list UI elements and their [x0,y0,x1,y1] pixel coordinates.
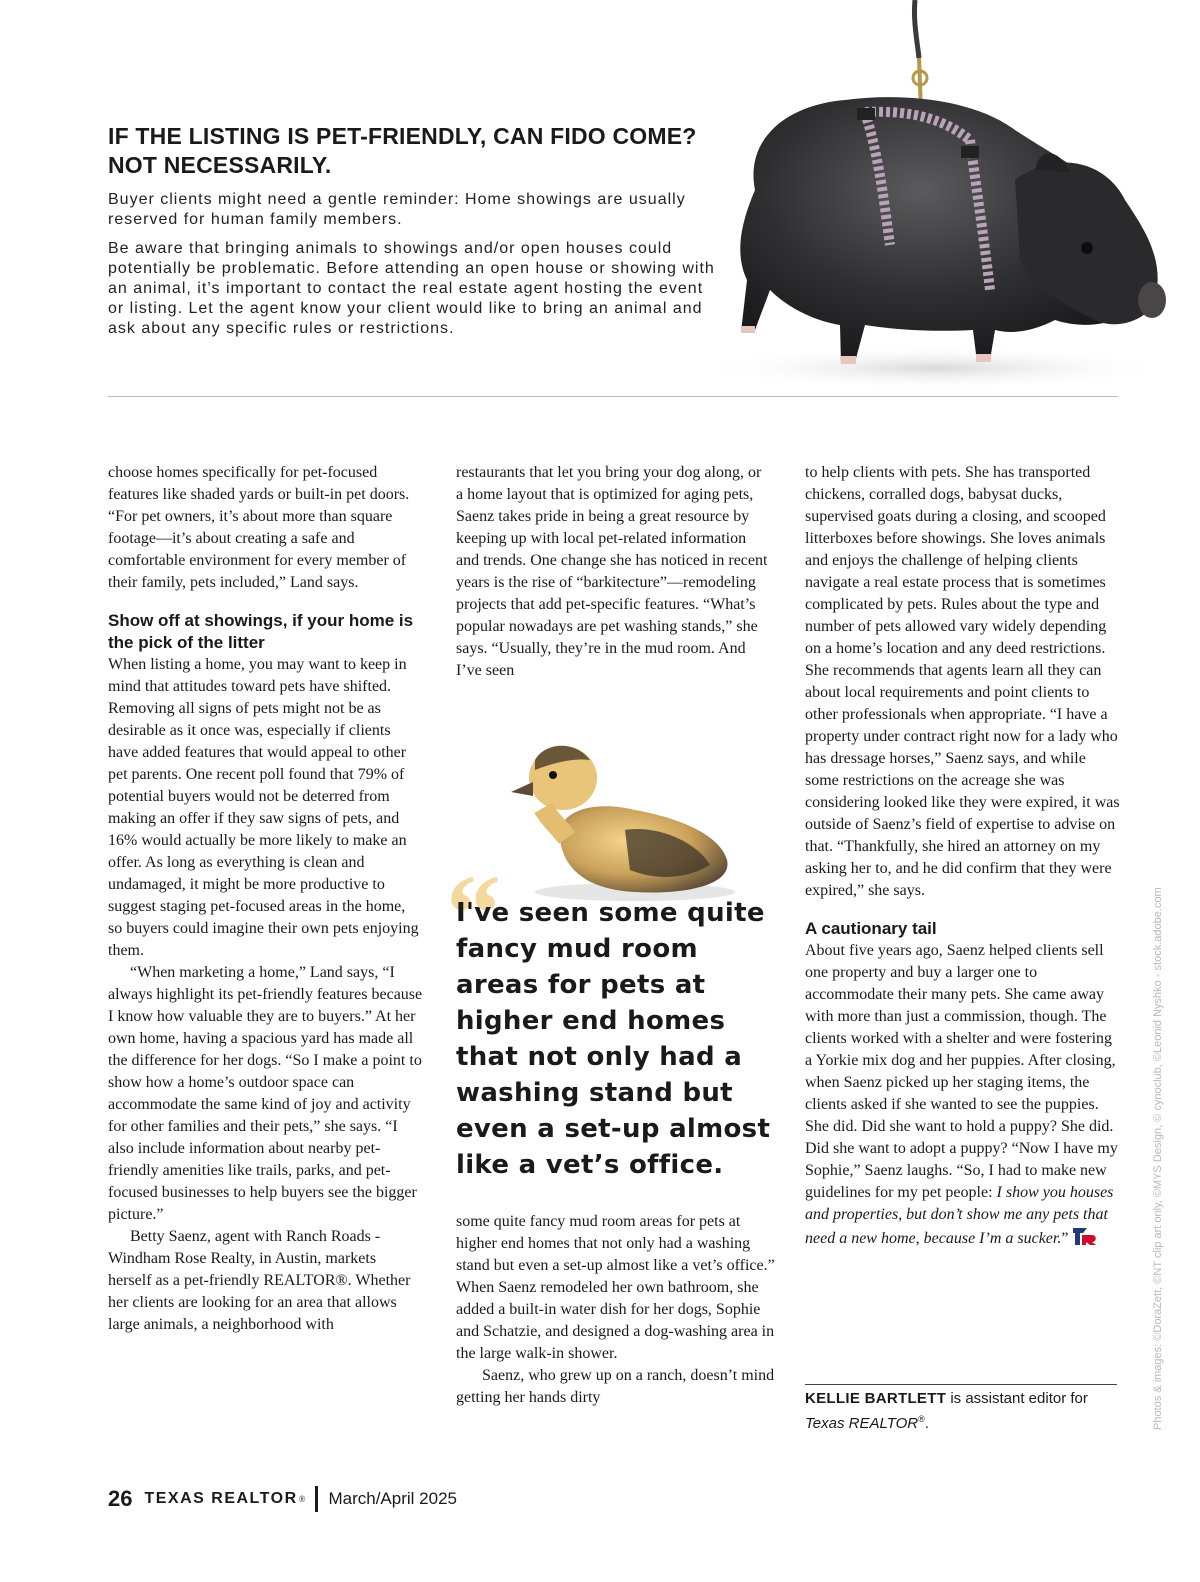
page-footer [108,1484,457,1514]
registered-mark: ® [918,1414,925,1424]
pet-showing-sidebar [108,122,718,348]
body-text: About five years ago, Saenz helped clients sell one property and buy a larger one to accommodate their many pets. She came away with more than just a commission, though. The clients worked with a shelter and were fostering a Yorkie mix dog and her puppies. After closing, when Saenz picked up her staging items, the clients asked if she wanted to see the puppies. She did. Did she want to hold a puppy? She did. Did she want to adopt a puppy? “Now I have my Sophie,” Saenz laughs. “So, I had to make new guidelines for my pet people: [805,942,1118,1201]
author-name: KELLIE BARTLETT [805,1390,947,1407]
article-column-3 [805,462,1120,1253]
registered-mark: ® [298,1494,306,1504]
pull-quote: I've seen some quite fancy mud room areas for pets at higher end homes that not only had a washing stand but even a set-up almost like a vet’s office. [456,898,771,1180]
sidebar-title-line1: IF THE LISTING IS PET-FRIENDLY, CAN FIDO COME? [108,123,697,149]
section-divider [108,396,1118,397]
author-bio [805,1388,1125,1434]
sidebar-paragraph: Be aware that bringing animals to showings and/or open houses could potentially be problematic. Before attending an open house or showing with an animal, it’s important to contact the real estate agent hosting the event or listing. Let the agent know your client would like to bring an animal and ask about any specific rules or restrictions. [108,240,715,337]
section-heading: A cautionary tail [805,919,937,938]
issue-date: March/April 2025 [328,1489,457,1508]
author-role: is assistant editor for [946,1390,1088,1407]
body-paragraph: When listing a home, you may want to keep in mind that attitudes toward pets have shifted. Removing all signs of pets might not be as desirable as it once was, especially if clients have added features that would appeal to other pet parents. One recent poll found that 79% of potential buyers would not be deterred from making an offer if they saw signs of pets, and 16% would actually be more likely to make an offer. As long as everything is clean and undamaged, it might be more productive to suggest staging pet-focused areas in the home, so buyers could imagine their own pets enjoying them. [108,656,419,959]
duckling-photo [505,730,735,905]
quote-mark: “ [446,852,501,974]
publication-name: Texas REALTOR [805,1415,919,1432]
body-paragraph: some quite fancy mud room areas for pets at higher end homes that not only had a washing stand but even a set-up almost like a vet’s office.” When Saenz remodeled her own bathroom, she added a built-in water dish for her dogs, Sophie and Schatzie, and designed a dog-washing area in the large walk-in shower. [456,1213,775,1362]
article-column-2 [456,462,771,682]
author-period: . [924,1415,929,1432]
sidebar-title [108,122,718,180]
page-number: 26 [108,1486,133,1511]
section-heading: Show off at showings, if your home is the pick of the litter [108,611,414,652]
photo-credit: Photos & images: ©DoraZett, ©NT clip art only, ©MYS Design, © cynoclub, ©Leonid Nyshko - stock.adobe.com [1152,887,1164,1430]
body-paragraph: Betty Saenz, agent with Ranch Roads - Windham Rose Realty, in Austin, markets herself as a pet-friendly REALTOR®. Whether her clients are looking for an area that allows large animals, a neighborhood with [108,1228,411,1333]
body-paragraph: choose homes specifically for pet-focused features like shaded yards or built-in pet doors. “For pet owners, it’s about more than square footage—it’s about creating a safe and comfortable environment for every member of their family, pets included,” Land says. [108,464,410,591]
body-paragraph: to help clients with pets. She has transported chickens, corralled dogs, babysat ducks, supervised goats during a closing, and scooped litterboxes before showings. She loves animals and enjoys the challenge of helping clients navigate a real estate process that is sometimes complicated by pets. Rules about the type and number of pets allowed vary widely depending on a home’s location and any deed restrictions. She recommends that agents learn all they can about local requirements and point clients to other professionals when appropriate. “I have a property under contract right now for a lady who has dressage horses,” Saenz says, and while some restrictions on the acreage she was considering looked like they were expired, it was outside of Saenz’s field of expertise to advise on that. “Thankfully, she hired an attorney on my asking her to, and he did confirm that they were expired,” she says. [805,464,1120,899]
italic-quote: I show you houses and properties, but don’t show me any pets that need a new home, because I’m a sucker. [805,1184,1114,1247]
pig-photo [715,0,1200,395]
body-paragraph [805,940,1120,1253]
magazine-name: TEXAS REALTOR [144,1490,298,1507]
article-column-1 [108,462,423,1336]
sidebar-title-line2: NOT NECESSARILY. [108,152,332,178]
texas-realtor-logo-icon [1072,1226,1098,1253]
body-paragraph: restaurants that let you bring your dog along, or a home layout that is optimized for aging pets, Saenz takes pride in being a great resource by keeping up with local pet-related information and trends. One change she has noticed in recent years is the rise of “barkitecture”—remodeling projects that add pet-specific features. “What’s popular nowadays are pet washing stands,” she says. “Usually, they’re in the mud room. And I’ve seen [456,464,768,679]
body-paragraph: Saenz, who grew up on a ranch, doesn’t mind getting her hands dirty [456,1367,775,1406]
article-column-2-continued [456,1211,776,1409]
body-paragraph: “When marketing a home,” Land says, “I always highlight its pet-friendly features because I know how valuable they are to buyers.” At her own home, having a spacious yard has made all the difference for her dogs. “So I make a point to show how a home’s outdoor space can accommodate the same kind of joy and activity for other families and their pets,” she says. “I also include information about nearby pet-friendly amenities like trails, parks, and pet-focused businesses to help buyers see the bigger picture.” [108,964,423,1223]
closing-quote: ” [1061,1230,1069,1247]
sidebar-paragraph: Buyer clients might need a gentle reminder: Home showings are usually reserved for human family members. [108,191,686,228]
author-divider [805,1384,1117,1385]
footer-divider [315,1486,318,1512]
